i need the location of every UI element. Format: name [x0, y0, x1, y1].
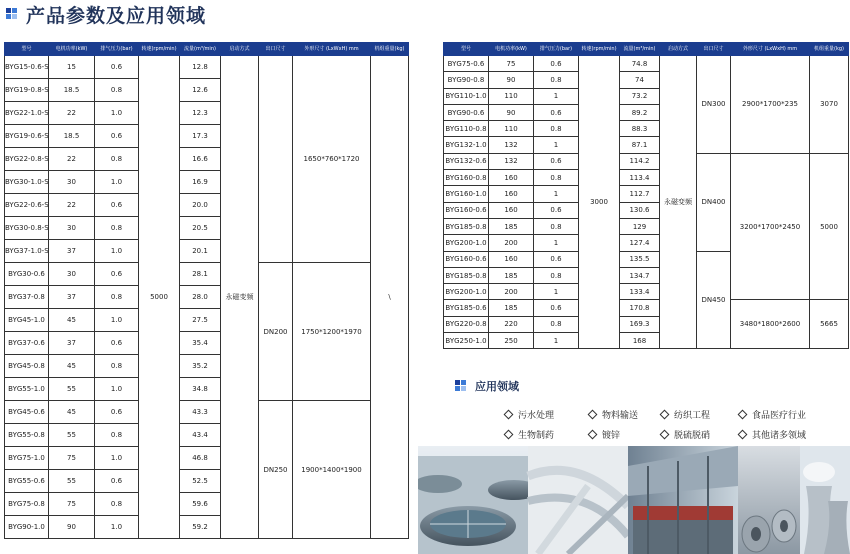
- column-header: 启动方式: [660, 43, 697, 56]
- model-cell: BYG200-1.0: [444, 284, 489, 300]
- pressure-cell: 0.8: [95, 355, 139, 378]
- start-mode-cell: 永磁变频: [660, 56, 697, 349]
- pressure-cell: 1.0: [95, 240, 139, 263]
- dimensions-cell: 3480*1800*2600: [731, 300, 810, 349]
- outlet-cell: DN250: [259, 401, 293, 539]
- factory-hall-photo: [628, 446, 738, 554]
- model-cell: BYG37-0.8: [5, 286, 49, 309]
- pressure-cell: 0.6: [534, 104, 579, 120]
- weight-cell: 5000: [810, 153, 849, 300]
- model-cell: BYG30-0.6: [5, 263, 49, 286]
- column-header: 电机功率(kW): [49, 43, 95, 56]
- outlet-cell: DN200: [259, 263, 293, 401]
- model-cell: BYG45-0.6: [5, 401, 49, 424]
- column-header: 流量(m³/min): [180, 43, 221, 56]
- application-label: 镀锌: [602, 431, 621, 441]
- pressure-cell: 1.0: [95, 516, 139, 539]
- pressure-cell: 0.6: [534, 251, 579, 267]
- flow-cell: 112.7: [620, 186, 660, 202]
- flow-cell: 12.3: [180, 102, 221, 125]
- column-header: 外形尺寸 (LxWxH) mm: [731, 43, 810, 56]
- diamond-bullet-icon: [504, 410, 514, 420]
- flow-cell: 20.1: [180, 240, 221, 263]
- model-cell: BYG15-0.6-S: [5, 56, 49, 79]
- model-cell: BYG160-0.6: [444, 251, 489, 267]
- power-cell: 45: [49, 401, 95, 424]
- power-cell: 132: [489, 137, 534, 153]
- application-label: 其他诸多领域: [752, 431, 807, 441]
- model-cell: BYG37-0.6: [5, 332, 49, 355]
- flow-cell: 35.4: [180, 332, 221, 355]
- flow-cell: 20.5: [180, 217, 221, 240]
- flow-cell: 27.5: [180, 309, 221, 332]
- power-cell: 22: [49, 194, 95, 217]
- pressure-cell: 1: [534, 284, 579, 300]
- pressure-cell: 1: [534, 137, 579, 153]
- speed-cell: 5000: [139, 56, 180, 539]
- diamond-bullet-icon: [660, 430, 670, 440]
- flow-cell: 114.2: [620, 153, 660, 169]
- flow-cell: 43.4: [180, 424, 221, 447]
- outlet-cell: DN300: [697, 56, 731, 154]
- power-cell: 250: [489, 333, 534, 349]
- application-title: 应用领域: [475, 380, 519, 393]
- industry-photo-collage: [418, 446, 850, 554]
- column-header: 转速(rpm/min): [579, 43, 620, 56]
- flow-cell: 46.8: [180, 447, 221, 470]
- column-header: 机组重量(kg): [810, 43, 849, 56]
- model-cell: BYG45-1.0: [5, 309, 49, 332]
- flow-cell: 35.2: [180, 355, 221, 378]
- power-cell: 30: [49, 263, 95, 286]
- model-cell: BYG90-0.8: [444, 72, 489, 88]
- power-cell: 75: [489, 56, 534, 72]
- pressure-cell: 0.8: [534, 72, 579, 88]
- diamond-bullet-icon: [660, 410, 670, 420]
- pressure-cell: 0.8: [95, 424, 139, 447]
- power-cell: 30: [49, 217, 95, 240]
- pressure-cell: 0.6: [534, 56, 579, 72]
- flow-cell: 28.1: [180, 263, 221, 286]
- start-mode-cell: 永磁变频: [221, 56, 259, 539]
- power-cell: 160: [489, 251, 534, 267]
- model-cell: BYG22-0.8-S: [5, 148, 49, 171]
- model-cell: BYG185-0.6: [444, 300, 489, 316]
- model-cell: BYG19-0.8-S: [5, 79, 49, 102]
- model-cell: BYG160-0.8: [444, 170, 489, 186]
- flow-cell: 34.8: [180, 378, 221, 401]
- flow-cell: 52.5: [180, 470, 221, 493]
- table-row: [444, 56, 849, 72]
- model-cell: BYG185-0.8: [444, 267, 489, 283]
- pressure-cell: 0.8: [534, 316, 579, 332]
- power-cell: 45: [49, 355, 95, 378]
- power-cell: 185: [489, 267, 534, 283]
- flow-cell: 12.8: [180, 56, 221, 79]
- power-cell: 30: [49, 171, 95, 194]
- power-cell: 55: [49, 378, 95, 401]
- application-item: [739, 408, 850, 421]
- power-cell: 18.5: [49, 125, 95, 148]
- flow-cell: 73.2: [620, 88, 660, 104]
- power-cell: 75: [49, 493, 95, 516]
- column-header: 排气压力(bar): [534, 43, 579, 56]
- power-cell: 160: [489, 170, 534, 186]
- table-row: [444, 153, 849, 169]
- outlet-cell: DN400: [697, 153, 731, 251]
- spec-table-small: [4, 42, 409, 539]
- model-cell: BYG250-1.0: [444, 333, 489, 349]
- pipeline-photo: [528, 446, 628, 554]
- pressure-cell: 0.8: [95, 217, 139, 240]
- power-cell: 200: [489, 235, 534, 251]
- power-cell: 160: [489, 202, 534, 218]
- water-treatment-photo: [418, 456, 540, 554]
- pressure-cell: 0.6: [534, 153, 579, 169]
- power-cell: 75: [49, 447, 95, 470]
- power-cell: 110: [489, 88, 534, 104]
- model-cell: BYG55-0.6: [5, 470, 49, 493]
- application-label: 脱硫脱硝: [674, 431, 711, 441]
- pressure-cell: 1: [534, 186, 579, 202]
- flow-cell: 74.8: [620, 56, 660, 72]
- dimensions-cell: 1900*1400*1900: [293, 401, 371, 539]
- pressure-cell: 1: [534, 235, 579, 251]
- power-cell: 22: [49, 148, 95, 171]
- flow-cell: 135.5: [620, 251, 660, 267]
- application-label: 污水处理: [518, 411, 555, 421]
- speed-cell: 3000: [579, 56, 620, 349]
- power-cell: 55: [49, 424, 95, 447]
- model-cell: BYG30-0.8-S: [5, 217, 49, 240]
- diamond-bullet-icon: [738, 410, 748, 420]
- model-cell: BYG110-1.0: [444, 88, 489, 104]
- diamond-bullet-icon: [588, 410, 598, 420]
- pressure-cell: 1.0: [95, 102, 139, 125]
- flow-cell: 87.1: [620, 137, 660, 153]
- weight-cell: \: [371, 56, 409, 539]
- squares-icon: [455, 380, 467, 392]
- flow-cell: 130.6: [620, 202, 660, 218]
- flow-cell: 28.0: [180, 286, 221, 309]
- pressure-cell: 0.8: [534, 170, 579, 186]
- flow-cell: 16.9: [180, 171, 221, 194]
- model-cell: BYG132-0.6: [444, 153, 489, 169]
- pressure-cell: 0.6: [95, 194, 139, 217]
- page-title: 产品参数及应用领域: [26, 4, 207, 27]
- application-label: 食品医疗行业: [752, 411, 807, 421]
- dimensions-cell: 1750*1200*1970: [293, 263, 371, 401]
- power-cell: 37: [49, 332, 95, 355]
- diamond-bullet-icon: [504, 430, 514, 440]
- column-header: 出口尺寸: [259, 43, 293, 56]
- diamond-bullet-icon: [588, 430, 598, 440]
- power-cell: 200: [489, 284, 534, 300]
- model-cell: BYG110-0.8: [444, 121, 489, 137]
- application-label: 物料输送: [602, 411, 639, 421]
- model-cell: BYG22-1.0-S: [5, 102, 49, 125]
- pressure-cell: 0.8: [95, 79, 139, 102]
- application-item: [661, 408, 739, 421]
- dimensions-cell: 1650*760*1720: [293, 56, 371, 263]
- model-cell: BYG220-0.8: [444, 316, 489, 332]
- power-cell: 22: [49, 102, 95, 125]
- model-cell: BYG55-0.8: [5, 424, 49, 447]
- pressure-cell: 1.0: [95, 171, 139, 194]
- model-cell: BYG90-1.0: [5, 516, 49, 539]
- flow-cell: 168: [620, 333, 660, 349]
- model-cell: BYG75-0.8: [5, 493, 49, 516]
- model-cell: BYG75-0.6: [444, 56, 489, 72]
- power-cell: 132: [489, 153, 534, 169]
- pressure-cell: 0.6: [95, 332, 139, 355]
- pressure-cell: 0.6: [95, 401, 139, 424]
- flow-cell: 43.3: [180, 401, 221, 424]
- pressure-cell: 1.0: [95, 447, 139, 470]
- table-row: [5, 263, 409, 286]
- power-cell: 45: [49, 309, 95, 332]
- pressure-cell: 0.6: [95, 125, 139, 148]
- power-cell: 18.5: [49, 79, 95, 102]
- flow-cell: 113.4: [620, 170, 660, 186]
- application-label: 生物制药: [518, 431, 555, 441]
- flow-cell: 17.3: [180, 125, 221, 148]
- flow-cell: 134.7: [620, 267, 660, 283]
- flow-cell: 20.0: [180, 194, 221, 217]
- cooling-tower-photo: [800, 446, 850, 554]
- flow-cell: 169.3: [620, 316, 660, 332]
- steel-coil-photo: [738, 446, 800, 554]
- squares-icon: [6, 8, 18, 20]
- pressure-cell: 0.6: [534, 202, 579, 218]
- pressure-cell: 0.8: [534, 121, 579, 137]
- spec-table-large: [443, 42, 849, 349]
- column-header: 出口尺寸: [697, 43, 731, 56]
- flow-cell: 89.2: [620, 104, 660, 120]
- power-cell: 37: [49, 240, 95, 263]
- power-cell: 90: [49, 516, 95, 539]
- application-heading: [455, 378, 519, 394]
- power-cell: 55: [49, 470, 95, 493]
- pressure-cell: 1.0: [95, 378, 139, 401]
- column-header: 启动方式: [221, 43, 259, 56]
- model-cell: BYG75-1.0: [5, 447, 49, 470]
- model-cell: BYG30-1.0-S: [5, 171, 49, 194]
- table-row: [444, 300, 849, 316]
- pressure-cell: 1: [534, 88, 579, 104]
- power-cell: 160: [489, 186, 534, 202]
- pressure-cell: 1.0: [95, 309, 139, 332]
- power-cell: 37: [49, 286, 95, 309]
- flow-cell: 59.2: [180, 516, 221, 539]
- pressure-cell: 0.8: [534, 218, 579, 234]
- diamond-bullet-icon: [738, 430, 748, 440]
- dimensions-cell: 2900*1700*235: [731, 56, 810, 154]
- power-cell: 220: [489, 316, 534, 332]
- power-cell: 185: [489, 218, 534, 234]
- pressure-cell: 0.8: [534, 267, 579, 283]
- power-cell: 90: [489, 104, 534, 120]
- weight-cell: 5665: [810, 300, 849, 349]
- model-cell: BYG22-0.6-S: [5, 194, 49, 217]
- power-cell: 15: [49, 56, 95, 79]
- column-header: 机组重量(kg): [371, 43, 409, 56]
- model-cell: BYG132-1.0: [444, 137, 489, 153]
- column-header: 流量(m³/min): [620, 43, 660, 56]
- page-heading: [6, 1, 206, 27]
- column-header: 型号: [5, 43, 49, 56]
- pressure-cell: 0.8: [95, 286, 139, 309]
- power-cell: 90: [489, 72, 534, 88]
- model-cell: BYG37-1.0-S: [5, 240, 49, 263]
- outlet-cell: [259, 56, 293, 263]
- column-header: 排气压力(bar): [95, 43, 139, 56]
- flow-cell: 127.4: [620, 235, 660, 251]
- dimensions-cell: 3200*1700*2450: [731, 153, 810, 300]
- application-item: [589, 428, 661, 441]
- application-item: [661, 428, 739, 441]
- flow-cell: 59.6: [180, 493, 221, 516]
- flow-cell: 170.8: [620, 300, 660, 316]
- application-item: [739, 428, 850, 441]
- flow-cell: 74: [620, 72, 660, 88]
- flow-cell: 88.3: [620, 121, 660, 137]
- column-header: 转速(rpm/min): [139, 43, 180, 56]
- model-cell: BYG200-1.0: [444, 235, 489, 251]
- application-photo-strip: [418, 446, 850, 554]
- model-cell: BYG185-0.8: [444, 218, 489, 234]
- pressure-cell: 1: [534, 333, 579, 349]
- pressure-cell: 0.6: [95, 263, 139, 286]
- column-header: 电机功率(kW): [489, 43, 534, 56]
- application-item: [505, 408, 589, 421]
- pressure-cell: 0.6: [95, 470, 139, 493]
- pressure-cell: 0.6: [95, 56, 139, 79]
- flow-cell: 129: [620, 218, 660, 234]
- flow-cell: 16.6: [180, 148, 221, 171]
- pressure-cell: 0.6: [534, 300, 579, 316]
- model-cell: BYG55-1.0: [5, 378, 49, 401]
- power-cell: 110: [489, 121, 534, 137]
- table-row: [5, 56, 409, 79]
- model-cell: BYG90-0.6: [444, 104, 489, 120]
- outlet-cell: DN450: [697, 251, 731, 349]
- application-item: [589, 408, 661, 421]
- pressure-cell: 0.8: [95, 493, 139, 516]
- pressure-cell: 0.8: [95, 148, 139, 171]
- application-label: 纺织工程: [674, 411, 711, 421]
- column-header: 型号: [444, 43, 489, 56]
- model-cell: BYG160-0.6: [444, 202, 489, 218]
- table-row: [5, 401, 409, 424]
- model-cell: BYG19-0.6-S: [5, 125, 49, 148]
- application-item: [505, 428, 589, 441]
- column-header: 外形尺寸 (LxWxH) mm: [293, 43, 371, 56]
- power-cell: 185: [489, 300, 534, 316]
- weight-cell: 3070: [810, 56, 849, 154]
- model-cell: BYG45-0.8: [5, 355, 49, 378]
- application-list: [505, 408, 850, 441]
- model-cell: BYG160-1.0: [444, 186, 489, 202]
- flow-cell: 133.4: [620, 284, 660, 300]
- flow-cell: 12.6: [180, 79, 221, 102]
